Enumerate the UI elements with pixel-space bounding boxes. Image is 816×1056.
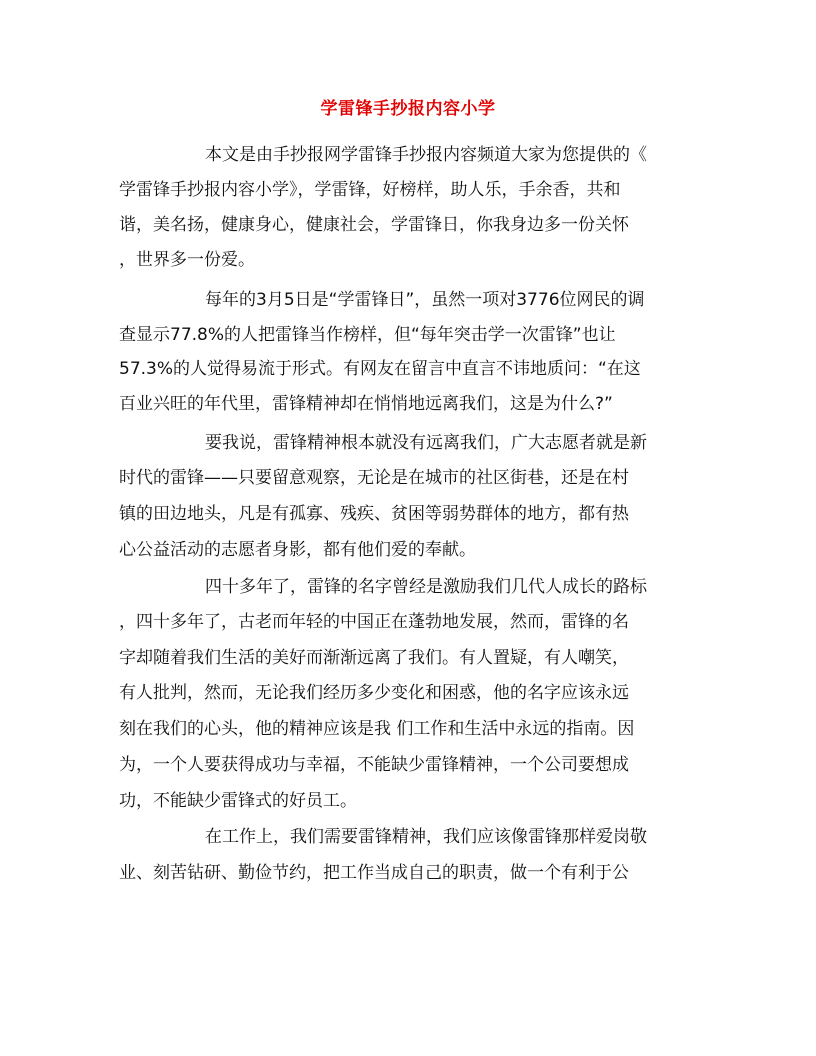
paragraph-4-line-4: 有人批判，然而，无论我们经历多少变化和困惑，他的名字应该永远 xyxy=(119,683,629,703)
paragraph-4-line-7: 功，不能缺少雷锋式的好员工。 xyxy=(119,791,357,811)
paragraph-5-line-1: 在工作上，我们需要雷锋精神，我们应该像雷锋那样爱岗敬 xyxy=(205,827,647,847)
paragraph-1-line-3: 谐，美名扬，健康身心，健康社会，学雷锋日，你我身边多一份关怀 xyxy=(119,215,629,235)
paragraph-5-line-2: 业、刻苦钻研、勤俭节约，把工作当成自己的职责，做一个有利于公 xyxy=(119,863,629,883)
paragraph-1-line-2: 学雷锋手抄报内容小学》，学雷锋，好榜样，助人乐，手余香，共和 xyxy=(119,180,621,200)
paragraph-4-line-2: ，四十多年了，古老而年轻的中国正在蓬勃地发展，然而，雷锋的名 xyxy=(119,612,629,632)
paragraph-2-line-2: 查显示77.8%的人把雷锋当作榜样，但“每年突击学一次雷锋”也让 xyxy=(119,325,616,345)
paragraph-3-line-2: 时代的雷锋——只要留意观察，无论是在城市的社区街巷，还是在村 xyxy=(119,468,629,488)
paragraph-1-line-4: ，世界多一份爱。 xyxy=(119,250,255,270)
paragraph-2-line-1: 每年的3月5日是“学雷锋日”，虽然一项对3776位网民的调 xyxy=(205,290,645,310)
document-title: 学雷锋手抄报内容小学 xyxy=(320,99,496,119)
paragraph-1-line-1: 本文是由手抄报网学雷锋手抄报内容频道大家为您提供的《 xyxy=(205,145,647,165)
paragraph-4-line-3: 字却随着我们生活的美好而渐渐远离了我们。有人置疑，有人嘲笑， xyxy=(119,648,629,668)
paragraph-4-line-6: 为，一个人要获得成功与幸福，不能缺少雷锋精神，一个公司要想成 xyxy=(119,755,629,775)
paragraph-2-line-4: 百业兴旺的年代里，雷锋精神却在悄悄地远离我们，这是为什么?” xyxy=(119,394,613,414)
paragraph-4-line-1: 四十多年了，雷锋的名字曾经是激励我们几代人成长的路标 xyxy=(205,577,647,597)
paragraph-4-line-5: 刻在我们的心头，他的精神应该是我 们工作和生活中永远的指南。因 xyxy=(119,719,635,739)
paragraph-3-line-3: 镇的田边地头，凡是有孤寡、残疾、贫困等弱势群体的地方，都有热 xyxy=(119,504,629,524)
paragraph-3-line-1: 要我说，雷锋精神根本就没有远离我们，广大志愿者就是新 xyxy=(205,433,647,453)
paragraph-3-line-4: 心公益活动的志愿者身影，都有他们爱的奉献。 xyxy=(119,540,476,560)
paragraph-2-line-3: 57.3%的人觉得易流于形式。有网友在留言中直言不讳地质问：“在这 xyxy=(119,359,641,379)
